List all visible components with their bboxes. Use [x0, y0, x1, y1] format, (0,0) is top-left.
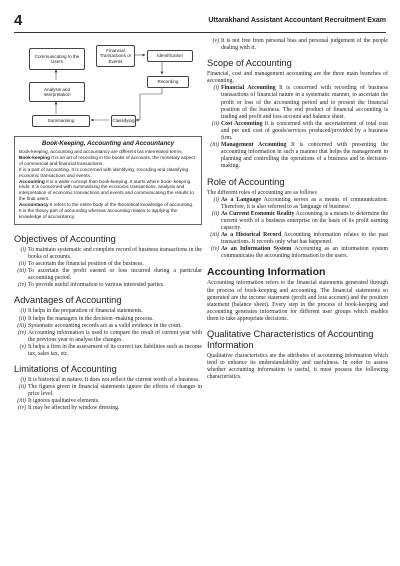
item-number: (v) — [19, 343, 26, 350]
qualitative-heading: Qualitative Characteristics of Accounting Information — [207, 329, 374, 350]
limitations-continued — [207, 38, 388, 52]
list-item — [14, 405, 202, 412]
item-number: (ii) — [18, 261, 26, 268]
box-analysis: Analysis and Interpretation — [29, 82, 85, 102]
accounting-information-heading: Accounting Information — [207, 266, 326, 279]
item-text: It helps the managers in the decision -making process. — [28, 315, 154, 322]
scope-heading: Scope of Accounting — [207, 58, 292, 69]
item-number: (iv) — [17, 329, 26, 336]
item-number: (ii) — [18, 384, 26, 391]
list-item — [14, 282, 202, 289]
item-text: It is concerned with recording of business transactions of financial nature in a systematic manner, to ascertain the profit or loss of the accounting period and to present the financial position of the business. The end product of financial accounting is trading and profit and loss account and balance sheet. — [221, 85, 388, 120]
item-term: Financial Accounting — [221, 85, 276, 92]
list-item — [207, 211, 388, 232]
item-text: It ignores qualitative elements. — [28, 398, 100, 405]
page-number: 4 — [14, 12, 23, 29]
book-title: Uttarakhand Assistant Accountant Recruitment Exam — [208, 17, 386, 24]
item-number: (iv) — [210, 246, 219, 253]
advantages-list — [14, 308, 202, 358]
item-number: (iii) — [17, 398, 26, 405]
list-item — [207, 246, 388, 260]
item-text: It helps a firm in the assessment of its correct tax liabilities such as income tax, sales tax, etc. — [28, 343, 202, 357]
limitations-heading: Limitations of Accounting — [14, 364, 117, 375]
advantages-heading: Advantages of Accounting — [14, 295, 122, 306]
item-text: It is not free from personal bias and personal judgement of the people dealing with it. — [221, 38, 388, 52]
page-header — [14, 14, 386, 30]
item-term: As a Language — [221, 196, 261, 203]
def-accounting: It is a wider concept than book-keeping. It starts where book- keeping ends. It is concerned with summarising the economic transactions, analysis and interpretation of economic transactions and events and communicating the results to the final users. — [19, 178, 194, 202]
role-intro: The different roles of accounting are as follows — [207, 189, 317, 196]
term-accounting: Accounting — [19, 178, 45, 184]
sidebox-intro: Book-keeping, accounting and accountancy are different but interrelated terms. — [19, 149, 183, 154]
def-accountancy: It refers to the entire body of the theoretical knowledge of accounting. It is the theory part of accounting whereas accounting relates to applying the knowledge of accountancy. — [19, 202, 194, 219]
def-bookkeeping: It is an art of recording in the books of accounts, the monetary aspect of commercial and financial transactions. — [19, 154, 195, 166]
list-item — [207, 85, 388, 120]
sidebox-title: Book-Keeping, Accounting and Accountancy — [41, 140, 175, 147]
qualitative-text: Qualitative characteristics are the attributes of accounting information which tend to enhance its understandability and usefulness. In order to assess whether accounting information is useful, it must possess the following characteristics. — [207, 353, 388, 381]
list-item — [14, 384, 202, 398]
objectives-list — [14, 247, 202, 290]
list-item — [14, 344, 202, 358]
item-text: It is concerned with the ascertainment of total cost and per unit cost of goods/services produced/provided by a business firm. — [221, 120, 388, 142]
box-financial-transactions: Financial Transactions or Events — [96, 45, 135, 67]
accounting-process-diagram — [14, 38, 202, 134]
box-summarising: Summarising — [32, 115, 90, 127]
item-text: Accounting serves as a means of communication. Therefore, it is also referred to as 'language of business'. — [221, 196, 388, 210]
list-item — [207, 197, 388, 211]
term-bookkeeping: Book-keeping — [19, 154, 50, 160]
item-number: (i) — [20, 308, 26, 315]
scope-list — [207, 85, 388, 170]
box-recording: Recording — [147, 76, 189, 88]
role-list — [207, 197, 388, 261]
item-term: Management Accounting — [221, 142, 287, 149]
sidebox-part-of-accounting: It is a part of accounting. It is concerned with identifying, recording and classifying economic transactions and events. — [19, 166, 189, 178]
item-text: Accounting information relates to the past transactions. It records only what has happened. — [221, 232, 388, 246]
item-number: (ii) — [211, 120, 219, 127]
item-number: (v) — [212, 38, 219, 44]
right-column — [207, 38, 388, 381]
item-number: (iii) — [210, 232, 219, 239]
list-item — [14, 308, 202, 315]
accounting-information-text: Accounting information refers to the financial statements generated through the process of book-keeping and accounting. The financial statements so generated are the income statement (profit and loss account) and the position statement (balance sheet). Every step in the process of book-keeping and accounting generates information for different user groups which enables them to take appropriate decisions. — [207, 280, 388, 322]
item-number: (i) — [213, 85, 219, 92]
item-text: Accounting is a means to determine the current worth of a business enterprise on the basis of its profit earning capacity. — [221, 210, 388, 231]
item-text: To maintain systematic and complete record of business transactions in the books of accounts. — [28, 246, 202, 260]
role-heading: Role of Accounting — [207, 176, 285, 187]
item-term: As a Historical Record — [221, 232, 282, 239]
item-text: To provide useful information to various interested parties. — [28, 282, 165, 289]
item-term: As an Information System — [221, 246, 292, 253]
list-item — [207, 38, 388, 52]
item-text: It is historical in nature. It does not reflect the current worth of a business. — [28, 377, 200, 384]
item-text: Systematic accounting records act as a valid evidence in the court. — [28, 322, 182, 329]
sidebox-accounting — [19, 179, 197, 203]
item-number: (iv) — [17, 405, 26, 412]
list-item — [207, 121, 388, 142]
item-term: Cost Accounting — [221, 120, 263, 127]
bookkeeping-sidebox — [14, 136, 202, 225]
list-item — [14, 247, 202, 261]
scope-intro: Financial, cost and management accounting are the three main branches of accounting. — [207, 71, 388, 85]
objectives-heading: Objectives of Accounting — [14, 233, 116, 244]
sidebox-accountancy — [19, 202, 197, 220]
sidebox-bookkeeping — [19, 155, 197, 167]
item-text: The figures given in financial statements ignore the effects of changes in price level. — [28, 384, 202, 398]
item-number: (i) — [213, 196, 219, 203]
item-text: It is concerned with presenting the accounting information in such a manner that helps the management in planning and controlling the operations of a business and in decision-making. — [221, 142, 388, 170]
box-classifying: Classifying — [111, 115, 136, 127]
list-item — [14, 323, 202, 330]
list-item — [14, 316, 202, 323]
left-column — [14, 38, 202, 413]
box-identification: Identification — [147, 50, 193, 62]
list-item — [207, 232, 388, 246]
item-number: (i) — [20, 377, 26, 384]
item-number: (ii) — [18, 315, 26, 322]
item-number: (iii) — [17, 322, 26, 329]
limitations-list — [14, 377, 202, 412]
item-text: Accounting information is used to compare the result of current year with the previous year to analyse the changes. — [28, 329, 202, 343]
arrow-recording-classifying — [136, 86, 162, 120]
item-number: (i) — [20, 246, 26, 253]
item-text: To ascertain the financial position of the business. — [28, 261, 144, 268]
item-term: As Current Economic Reality — [221, 210, 295, 217]
box-communicating: Communicating to the Users — [29, 48, 85, 70]
item-number: (iii) — [17, 268, 26, 275]
item-number: (iv) — [17, 282, 26, 289]
item-number: (ii) — [211, 210, 219, 217]
header-rule — [14, 32, 386, 33]
list-item — [207, 142, 388, 170]
list-item — [14, 330, 202, 344]
term-accountancy: Accountancy — [19, 202, 49, 208]
item-text: It may be affected by window dressing. — [28, 405, 120, 412]
item-text: Accounting as an information system communicates the accounting information to the users. — [221, 246, 388, 260]
list-item — [14, 268, 202, 282]
item-text: To ascertain the profit earned or loss incurred during a particular accounting period. — [28, 268, 202, 282]
item-text: It helps in the preparation of financial statements. — [28, 308, 143, 315]
item-number: (iii) — [210, 142, 219, 149]
